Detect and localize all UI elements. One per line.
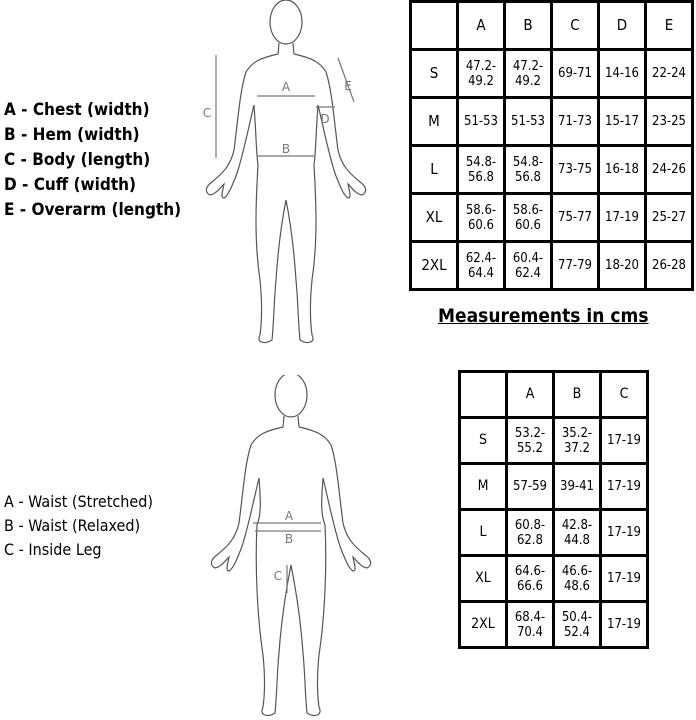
size-label: XL	[461, 557, 505, 600]
label-e: E	[344, 79, 352, 93]
table-row	[461, 603, 646, 646]
column-header: C	[602, 373, 646, 416]
measurement-cell: 77-79	[553, 243, 597, 288]
size-label: M	[412, 99, 456, 144]
table-corner-cell	[412, 3, 456, 48]
legend-item-cuff: D - Cuff (width)	[4, 175, 137, 195]
measurement-cell: 64.6- 66.6	[508, 557, 552, 600]
measurement-cell: 18-20	[600, 243, 644, 288]
measurement-cell: 23-25	[647, 99, 691, 144]
measurement-cell: 58.6- 60.6	[506, 195, 550, 240]
table-row	[461, 419, 646, 462]
measurement-cell: 50.4- 52.4	[555, 603, 599, 646]
measurement-cell: 15-17	[600, 99, 644, 144]
table-header-row	[461, 373, 646, 416]
table-row	[412, 147, 691, 192]
top-legend	[4, 98, 181, 223]
measurement-cell: 60.8- 62.8	[508, 511, 552, 554]
table-corner-cell	[461, 373, 505, 416]
legend-item-waist-stretched: A - Waist (Stretched)	[4, 492, 154, 511]
measurement-cell: 42.8- 44.8	[555, 511, 599, 554]
size-label: L	[412, 147, 456, 192]
measurement-cell: 25-27	[647, 195, 691, 240]
column-header: D	[600, 3, 644, 48]
measurement-cell: 54.8- 56.8	[506, 147, 550, 192]
measurement-cell: 47.2- 49.2	[459, 51, 503, 96]
measurement-cell: 53.2- 55.2	[508, 419, 552, 462]
column-header: C	[553, 3, 597, 48]
label-c: C	[273, 569, 283, 583]
measurement-cell: 17-19	[600, 195, 644, 240]
size-label: 2XL	[412, 243, 456, 288]
size-label: 2XL	[461, 603, 505, 646]
label-d: D	[320, 112, 330, 126]
measurement-cell: 24-26	[647, 147, 691, 192]
legend-item-inside-leg: C - Inside Leg	[4, 540, 102, 559]
measurement-cell: 26-28	[647, 243, 691, 288]
measurement-cell: 47.2- 49.2	[506, 51, 550, 96]
size-label: XL	[412, 195, 456, 240]
label-a: A	[281, 80, 291, 94]
bottom-size-table	[458, 370, 649, 649]
measurement-cell: 57-59	[508, 465, 552, 508]
column-header: A	[508, 373, 552, 416]
column-header: B	[555, 373, 599, 416]
bottom-body-figure	[195, 375, 385, 720]
legend-item-hem: B - Hem (width)	[4, 125, 140, 145]
measurement-cell: 17-19	[602, 465, 646, 508]
body-outline	[206, 0, 365, 342]
size-label: M	[461, 465, 505, 508]
legend-item-body: C - Body (length)	[4, 150, 151, 170]
label-b: B	[281, 142, 291, 156]
measurement-cell: 62.4- 64.4	[459, 243, 503, 288]
column-header: B	[506, 3, 550, 48]
size-label: L	[461, 511, 505, 554]
measurement-cell: 17-19	[602, 511, 646, 554]
label-c: C	[202, 106, 212, 120]
table-row	[461, 511, 646, 554]
measurement-cell: 68.4- 70.4	[508, 603, 552, 646]
label-b: B	[284, 532, 294, 546]
top-body-figure	[190, 0, 380, 350]
measurement-cell: 17-19	[602, 603, 646, 646]
top-size-table	[409, 0, 694, 291]
measurement-cell: 58.6- 60.6	[459, 195, 503, 240]
measurement-cell: 71-73	[553, 99, 597, 144]
table-row	[461, 557, 646, 600]
measurement-cell: 35.2- 37.2	[555, 419, 599, 462]
column-header: A	[459, 3, 503, 48]
legend-item-overarm: E - Overarm (length)	[4, 200, 182, 220]
legend-item-chest: A - Chest (width)	[4, 100, 150, 120]
table-row	[412, 51, 691, 96]
legend-item-waist-relaxed: B - Waist (Relaxed)	[4, 516, 141, 535]
measurement-cell: 69-71	[553, 51, 597, 96]
measurement-cell: 51-53	[459, 99, 503, 144]
bottom-legend	[4, 490, 153, 562]
size-label: S	[461, 419, 505, 462]
table-header-row	[412, 3, 691, 48]
table-row	[461, 465, 646, 508]
table-row	[412, 99, 691, 144]
measurement-cell: 73-75	[553, 147, 597, 192]
measurement-cell: 16-18	[600, 147, 644, 192]
table-row	[412, 243, 691, 288]
measurement-cell: 17-19	[602, 419, 646, 462]
measurement-cell: 51-53	[506, 99, 550, 144]
table-row	[412, 195, 691, 240]
measurement-cell: 22-24	[647, 51, 691, 96]
measurements-caption: Measurements in cms	[438, 305, 649, 327]
measurement-cell: 54.8- 56.8	[459, 147, 503, 192]
measurement-cell: 39-41	[555, 465, 599, 508]
measurement-cell: 60.4- 62.4	[506, 243, 550, 288]
measurement-cell: 14-16	[600, 51, 644, 96]
size-label: S	[412, 51, 456, 96]
measurement-cell: 46.6- 48.6	[555, 557, 599, 600]
column-header: E	[647, 3, 691, 48]
label-a: A	[284, 509, 294, 523]
measurement-cell: 75-77	[553, 195, 597, 240]
measurement-cell: 17-19	[602, 557, 646, 600]
